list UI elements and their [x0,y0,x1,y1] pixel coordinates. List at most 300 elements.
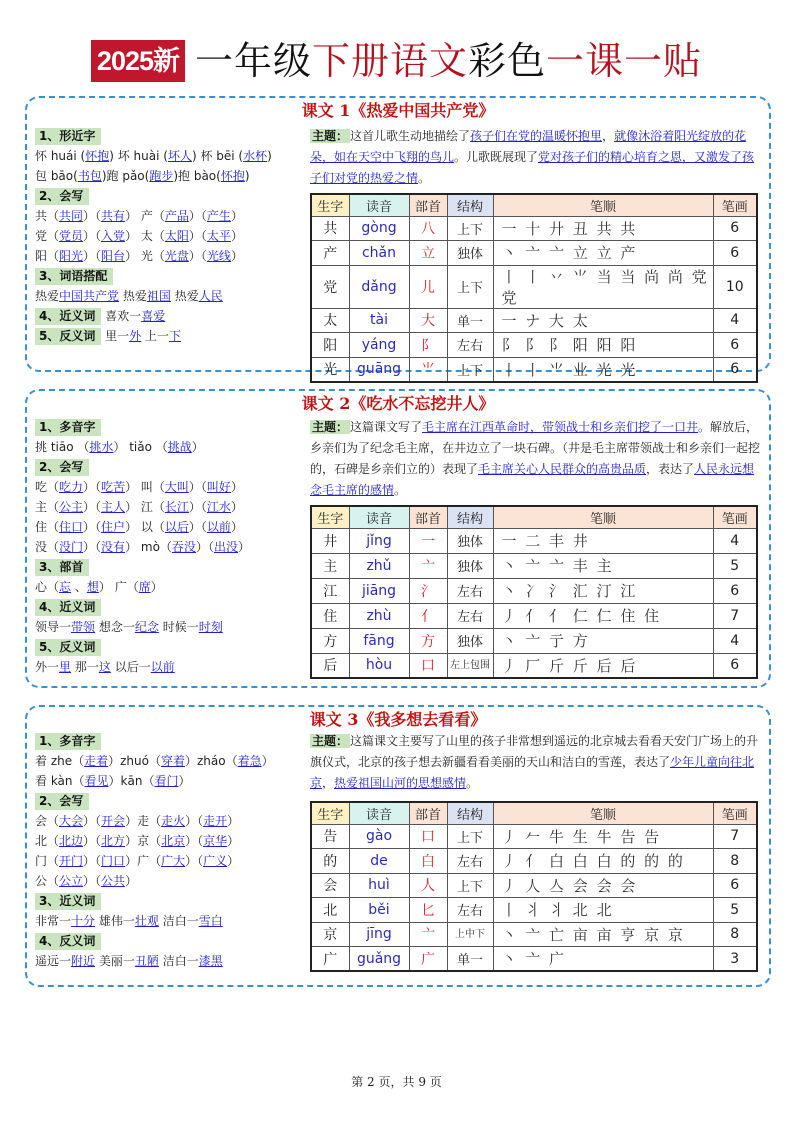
answer-link[interactable]: 北方 [101,834,126,848]
stroke-count-cell: 6 [713,241,757,266]
text-segment: 上一 [141,329,170,343]
character-cell: 井 [311,528,349,553]
vocab-line [35,577,310,597]
stroke-order-cell: 丿 亻 白 白 白 的 的 的 [493,849,713,874]
text-segment: 包 bāo( [35,169,78,183]
answer-link[interactable]: 毛主席在江西革命时，带领战士和乡亲们挖了一口井 [422,420,699,434]
section-heading: 1、形近字 [35,128,101,145]
title-part: 下册语文 [312,39,469,83]
character-cell: 广 [311,947,349,972]
pinyin-cell: gào [349,824,409,849]
column-header: 笔顺 [493,506,713,528]
pinyin-cell: běi [349,898,409,923]
structure-cell: 上下 [447,824,493,849]
column-header: 部首 [409,194,447,216]
table-row [311,898,757,923]
vocab-line [35,751,310,771]
answer-link[interactable]: 怀抱 [220,169,245,183]
answer-link[interactable]: 住户 [101,520,126,534]
text-segment: ）kān（ [108,774,155,788]
vocab-line [35,871,310,891]
text-segment: ） [150,580,163,594]
text-segment: 这篇课文主要写了山里的孩子非常想到遥远的北京城去看看天安门广场上的升旗仪式，北京的孩子想去新疆看看美丽的天山和洁白的雪莲，表达了 [310,734,759,769]
vocab-section [35,931,310,951]
stroke-count-cell: 6 [713,873,757,898]
text-segment: ） 以（ [125,520,165,534]
answer-link[interactable]: 京华 [203,834,228,848]
pinyin-cell: jiāng [349,578,409,603]
vocab-line [35,617,310,637]
text-segment: 。 [418,171,431,185]
text-segment: ）（ [83,520,102,534]
text-segment: 这首儿歌生动地描绘了 [350,129,471,143]
character-cell: 江 [311,578,349,603]
answer-link[interactable]: 里 [59,660,72,674]
radical-cell: 八 [409,216,447,241]
text-segment: 看 kàn（ [35,774,85,788]
answer-link[interactable]: 以后 [164,520,189,534]
title-part: 一年级 [195,39,313,83]
text-segment: ）（ [188,209,207,223]
stroke-count-cell: 7 [713,603,757,628]
character-cell: 产 [311,241,349,266]
table-row [311,922,757,947]
stroke-count-cell: 7 [713,824,757,849]
structure-cell: 独体 [447,628,493,653]
column-header: 笔画 [713,506,757,528]
answer-link[interactable]: 光盘 [164,249,189,263]
text-segment: 热爱 [170,289,199,303]
text-segment: ） 太（ [125,229,165,243]
table-row [311,308,757,333]
answer-link[interactable]: 公主 [59,500,84,514]
answer-link[interactable]: 产生 [206,209,231,223]
table-row [311,216,757,241]
pinyin-cell: tài [349,308,409,333]
answer-link[interactable]: 孩子们在党的温暖怀抱里 [470,129,603,143]
answer-link[interactable]: 大叫 [164,480,189,494]
text-segment: 想念一 [95,620,135,634]
text-segment: ， [322,776,335,790]
answer-link[interactable]: 祖国 [146,289,171,303]
title-part: 彩色 [468,39,547,83]
text-segment: ）（ [83,874,102,888]
answer-link[interactable]: 广大 [161,854,186,868]
text-segment: ）（ [195,540,214,554]
text-segment: 时候一 [158,620,199,634]
table-row [311,824,757,849]
theme-panel [310,126,760,189]
pinyin-cell: chǎn [349,241,409,266]
text-segment: ） [178,774,191,788]
radical-cell: 广 [409,947,447,972]
column-header: 生字 [311,194,349,216]
answer-link[interactable]: 水杯 [243,149,268,163]
answer-link[interactable]: 雪白 [198,914,223,928]
answer-link[interactable]: 喜爱 [141,309,166,323]
structure-cell: 上中下 [447,922,493,947]
radical-cell: 氵 [409,578,447,603]
vocab-line [35,811,310,831]
answer-link[interactable]: 北边 [59,834,84,848]
answer-link[interactable]: 广义 [203,854,228,868]
table-row [311,553,757,578]
column-header: 笔顺 [493,194,713,216]
vocab-line [35,166,310,186]
radical-cell: 阝 [409,333,447,358]
text-segment: ） [230,520,243,534]
lesson-title: 课文 2《吃水不忘挖井人》 [301,394,495,413]
text-segment: ）（ [188,249,207,263]
column-header: 生字 [311,802,349,824]
lesson-title: 课文 3《我多想去看看》 [309,710,487,729]
answer-link[interactable]: 书包 [77,169,102,183]
structure-cell: 独体 [447,553,493,578]
answer-link[interactable]: 开会 [101,814,126,828]
text-segment: ）（ [83,540,102,554]
text-segment: 怀 huái ( [35,149,86,163]
column-header: 部首 [409,802,447,824]
answer-link[interactable]: 公立 [59,874,84,888]
section-heading: 2、会写 [35,793,89,810]
answer-link[interactable]: 太平 [206,229,231,243]
column-header: 读音 [349,194,409,216]
table-row [311,849,757,874]
column-header: 笔画 [713,194,757,216]
text-segment: ）（ [83,814,102,828]
answer-link[interactable]: 漆黑 [198,954,223,968]
section-heading: 1、多音字 [35,733,101,750]
character-cell: 北 [311,898,349,923]
radical-cell: 一 [409,528,447,553]
answer-link[interactable]: 吞没 [171,540,196,554]
theme-label: 主题： [312,129,349,143]
lesson-title: 课文 1《热爱中国共产党》 [301,101,495,120]
structure-cell: 独体 [447,528,493,553]
answer-link[interactable]: 下 [169,329,182,343]
stroke-order-cell: 丿 亻 亻 仁 仁 住 住 [493,603,713,628]
stroke-count-cell: 6 [713,357,757,382]
vocab-line [35,226,310,246]
answer-link[interactable]: 席 [138,580,151,594]
radical-cell: 匕 [409,898,447,923]
text-segment: ）（ [185,814,204,828]
vocab-section [35,266,310,286]
vocab-line [35,206,310,226]
text-segment: ）（ [83,834,102,848]
character-table [310,505,758,679]
stroke-count-cell: 3 [713,947,757,972]
text-segment: 这篇课文写了 [350,420,423,434]
answer-link[interactable]: 入党 [101,229,126,243]
text-segment: ）（ [83,480,102,494]
answer-link[interactable]: 丑陋 [134,954,159,968]
pinyin-cell: dǎng [349,265,409,308]
answer-link[interactable]: 吃力 [59,480,84,494]
page-title [195,39,702,83]
answer-link[interactable]: 北京 [161,834,186,848]
vocab-section [35,417,310,437]
text-segment: 热爱 [35,289,60,303]
column-header: 读音 [349,506,409,528]
text-segment: ） [230,229,243,243]
text-segment: 北（ [35,834,60,848]
text-segment: ） [125,874,138,888]
text-segment: ) 坏 huài ( [109,149,168,163]
stroke-order-cell: 阝 阝 阝 阳 阳 阳 [493,333,713,358]
answer-link[interactable]: 忘 [59,580,72,594]
answer-link[interactable]: 纪念 [134,620,159,634]
title-part: 一课一贴 [546,39,703,83]
text-segment: ） 光（ [125,249,165,263]
text-segment: ） 叫（ [125,480,165,494]
answer-link[interactable]: 阳光 [59,249,84,263]
vocab-line [35,537,310,557]
text-segment: 、 [71,580,87,594]
radical-cell: 大 [409,308,447,333]
column-header: 结构 [447,802,493,824]
stroke-count-cell: 5 [713,553,757,578]
answer-link[interactable]: 门口 [101,854,126,868]
vocab-line [35,497,310,517]
stroke-count-cell: 6 [713,653,757,678]
section-heading: 2、会写 [35,459,89,476]
vocab-panel [35,126,310,346]
text-segment: ） 产（ [125,209,165,223]
vocab-section [35,791,310,811]
text-segment: ）zhuó（ [108,754,161,768]
text-segment: ）（ [83,209,102,223]
text-segment: ) [267,149,272,163]
text-segment: ） [230,480,243,494]
stroke-order-cell: 丶 亠 亠 立 立 产 [493,241,713,266]
text-segment: 会（ [35,814,60,828]
stroke-count-cell: 8 [713,922,757,947]
answer-link[interactable]: 中国共产党 [59,289,120,303]
vocab-line [35,146,310,166]
answer-link[interactable]: 想 [86,580,99,594]
text-segment: 非常一 [35,914,72,928]
vocab-line [35,951,310,971]
stroke-count-cell: 4 [713,308,757,333]
text-segment: 阳（ [35,249,60,263]
pinyin-cell: zhù [349,603,409,628]
vocab-section [35,557,310,577]
column-header: 生字 [311,506,349,528]
answer-link[interactable]: 住口 [59,520,84,534]
radical-cell: 口 [409,653,447,678]
theme-text [310,417,760,501]
stroke-count-cell: 5 [713,898,757,923]
text-segment: ，表达了 [646,462,695,476]
vocab-line [35,911,310,931]
pinyin-cell: guāng [349,357,409,382]
text-segment: ）（ [188,500,207,514]
pinyin-cell: fāng [349,628,409,653]
text-segment: ） [230,249,243,263]
text-segment: ）（ [83,249,102,263]
table-row [311,603,757,628]
answer-link[interactable]: 跑步 [149,169,174,183]
table-row [311,628,757,653]
theme-text [310,126,760,189]
structure-cell: 上下 [447,216,493,241]
answer-link[interactable]: 看门 [154,774,179,788]
answer-link[interactable]: 挑水 [89,440,114,454]
answer-link[interactable]: 党员 [59,229,84,243]
pinyin-cell: zhǔ [349,553,409,578]
answer-link[interactable]: 公共 [101,874,126,888]
text-segment: ） 江（ [125,500,165,514]
answer-link[interactable]: 大会 [59,814,84,828]
answer-link[interactable]: 产品 [164,209,189,223]
answer-link[interactable]: 穿着 [160,754,185,768]
text-segment: ） [227,854,240,868]
answer-link[interactable]: 叫好 [206,480,231,494]
pinyin-cell: gòng [349,216,409,241]
answer-link[interactable]: 没门 [59,540,84,554]
section-heading: 1、多音字 [35,419,101,436]
answer-link[interactable]: 吃苦 [101,480,126,494]
text-segment: 挑 tiāo （ [35,440,90,454]
answer-link[interactable]: 壮观 [134,914,159,928]
structure-cell: 独体 [447,241,493,266]
stroke-order-cell: 丨 丬 丬 北 北 [493,898,713,923]
text-segment: ）京（ [125,834,162,848]
answer-link[interactable]: 江水 [206,500,231,514]
text-segment: 美丽一 [95,954,135,968]
structure-cell: 单一 [447,308,493,333]
structure-cell: 左右 [447,898,493,923]
text-segment: 。 [466,776,479,790]
answer-link[interactable]: 以前 [150,660,175,674]
answer-link[interactable]: 着急 [237,754,262,768]
text-segment: 热爱 [119,289,147,303]
answer-link[interactable]: 主人 [101,500,126,514]
page-header [0,36,793,86]
year-badge: 2025新 [91,40,185,82]
answer-link[interactable]: 附近 [71,954,96,968]
text-segment: 党（ [35,229,60,243]
answer-link[interactable]: 太阳 [164,229,189,243]
stroke-order-cell: 丶 亠 亍 方 [493,628,713,653]
table-row [311,241,757,266]
answer-link[interactable]: 人民 [198,289,223,303]
text-segment: ) 杯 bēi ( [191,149,244,163]
character-cell: 党 [311,265,349,308]
column-header: 部首 [409,506,447,528]
text-segment: ）走（ [125,814,162,828]
text-segment: ）（ [83,854,102,868]
answer-link[interactable]: 出没 [213,540,238,554]
text-segment: ）（ [185,854,204,868]
text-segment: 着 zhe（ [35,754,85,768]
vocab-section [35,731,310,751]
radical-cell: 亠 [409,922,447,947]
character-cell: 阳 [311,333,349,358]
character-table [310,801,758,972]
answer-link[interactable]: 十分 [71,914,96,928]
lesson-card-1 [25,96,771,379]
answer-link[interactable]: 看见 [84,774,109,788]
stroke-order-cell: 丨 丨 ⺌ 业 光 光 [493,357,713,382]
text-segment: 吃（ [35,480,60,494]
vocab-section [35,126,310,146]
stroke-order-cell: 一 十 廾 丑 共 共 [493,216,713,241]
structure-cell: 上下 [447,265,493,308]
character-cell: 光 [311,357,349,382]
text-segment: ）（ [185,834,204,848]
answer-link[interactable]: 时刻 [198,620,223,634]
answer-link[interactable]: 走着 [84,754,109,768]
text-segment: ）（ [188,520,207,534]
answer-link[interactable]: 光线 [206,249,231,263]
answer-link[interactable]: 以前 [206,520,231,534]
radical-cell: 儿 [409,265,447,308]
structure-cell: 左右 [447,578,493,603]
theme-panel [310,731,760,794]
character-cell: 告 [311,824,349,849]
text-segment: 主（ [35,500,60,514]
text-segment: ） tiǎo （ [113,440,168,454]
section-heading: 2、会写 [35,188,89,205]
answer-link[interactable]: 就像沐浴着阳光绽放的花朵，如在天空中飞翔的鸟儿 [310,129,747,164]
theme-text [310,731,760,794]
radical-cell: 立 [409,241,447,266]
answer-link[interactable]: 热爱祖国山河的思想感情 [334,776,467,790]
answer-link[interactable]: 共有 [101,209,126,223]
character-cell: 太 [311,308,349,333]
column-header: 结构 [447,506,493,528]
answer-link[interactable]: 没有 [101,540,126,554]
answer-link[interactable]: 带领 [71,620,96,634]
structure-cell: 左右 [447,849,493,874]
answer-link[interactable]: 挑战 [167,440,192,454]
text-segment: 里一 [101,329,130,343]
answer-link[interactable]: 共同 [59,209,84,223]
radical-cell: 人 [409,873,447,898]
answer-link[interactable]: 走开 [203,814,228,828]
stroke-count-cell: 6 [713,333,757,358]
answer-link[interactable]: 长江 [164,500,189,514]
vocab-line [35,851,310,871]
answer-link[interactable]: 阳台 [101,249,126,263]
radical-cell: 白 [409,849,447,874]
answer-link[interactable]: 少年儿童向往北京 [310,755,755,790]
answer-link[interactable]: 毛主席关心人民群众的高贵品质 [478,462,647,476]
text-segment: 。儿歌既展现了 [454,150,539,164]
answer-link[interactable]: 人民永远想念毛主席的感情 [310,462,755,497]
text-segment: 门（ [35,854,60,868]
vocab-section [35,457,310,477]
answer-link[interactable]: 这 [98,660,111,674]
answer-link[interactable]: 开门 [59,854,84,868]
column-header: 读音 [349,802,409,824]
text-segment: 以后一 [110,660,151,674]
section-heading: 3、部首 [35,559,89,576]
table-row [311,578,757,603]
radical-cell: 亠 [409,553,447,578]
answer-link[interactable]: 怀抱 [85,149,110,163]
answer-link[interactable]: 走火 [161,814,186,828]
text-segment: ， [602,129,615,143]
answer-link[interactable]: 坏人 [167,149,192,163]
character-cell: 会 [311,873,349,898]
answer-link[interactable]: 党对孩子们的精心培育之恩，又激发了孩子们对党的热爱之情 [310,150,755,185]
answer-link[interactable]: 外 [129,329,142,343]
table-row [311,333,757,358]
stroke-count-cell: 6 [713,216,757,241]
